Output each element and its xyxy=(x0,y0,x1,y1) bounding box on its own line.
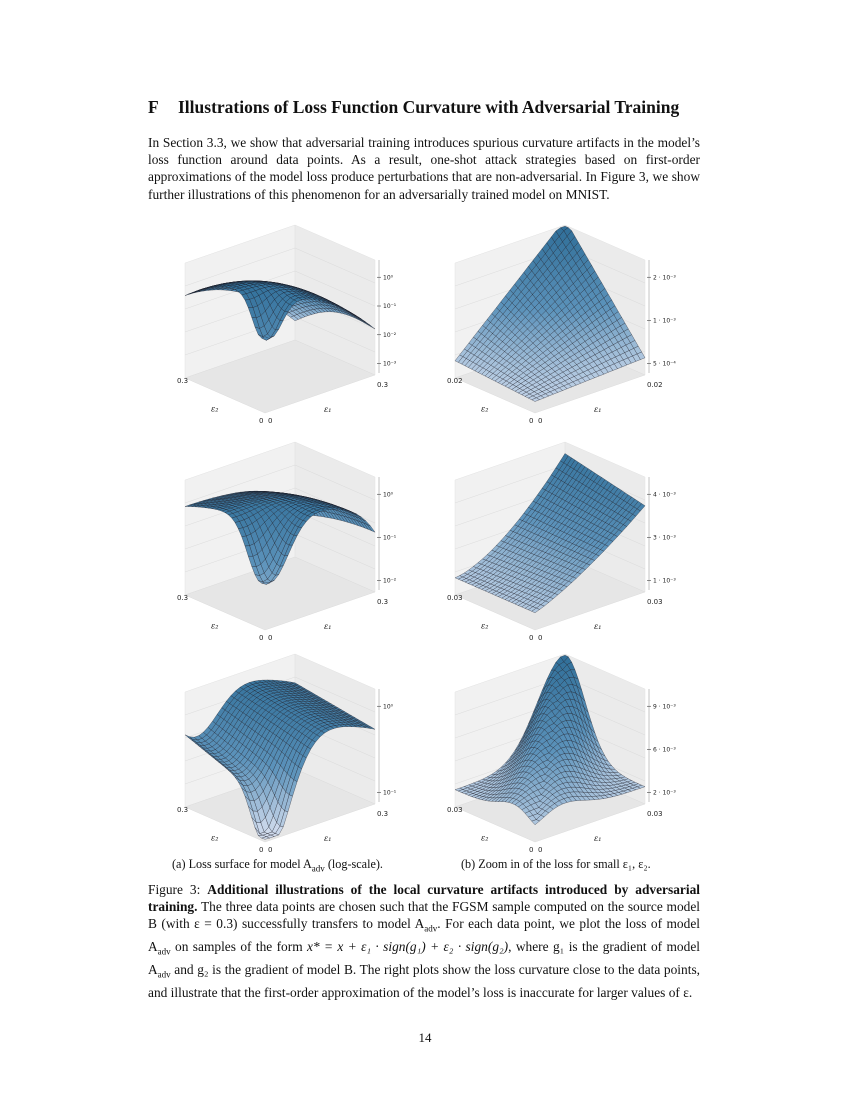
loss-surface-plot-1a xyxy=(170,238,410,428)
e2-zero-label: 0 xyxy=(259,846,264,854)
z-tick-label: 5 · 10⁻⁴ xyxy=(653,360,676,368)
z-tick-label: 4 · 10⁻³ xyxy=(653,491,676,499)
e1-axis-label: ε₁ xyxy=(324,405,332,414)
loss-zoom-plot-3b xyxy=(440,667,680,857)
z-tick-label: 2 · 10⁻³ xyxy=(653,274,676,282)
loss-surface-plot-2a xyxy=(170,455,410,645)
z-tick-label: 10⁻¹ xyxy=(383,303,397,310)
e2-zero-label: 0 xyxy=(529,846,534,854)
z-tick-label: 10⁰ xyxy=(383,703,394,711)
z-tick-label: 10⁻¹ xyxy=(383,789,397,797)
caption-formula: x* = x + ε₁ · sign(g₁) + ε₂ · sign(g₂) xyxy=(306,939,509,955)
loss-zoom-plot-2b xyxy=(440,455,680,645)
e1-max-label: 0.3 xyxy=(377,598,389,606)
e1-max-label: 0.02 xyxy=(647,381,663,389)
e1-max-label: 0.03 xyxy=(647,598,663,606)
intro-paragraph: In Section 3.3, we show that adversarial training introduces spurious curvature artifacts in the model’s loss function around data points. As a result, one-shot attack strategies based on first-order approximations of the model loss produce perturbations that are non-adversarial. In Figure 3, we show further illustrations of this phenomenon for an adversarially trained model on MNIST. xyxy=(148,135,700,202)
e1-zero-label: 0 xyxy=(268,417,273,425)
caption-label: Figure 3: xyxy=(148,882,201,897)
caption-bold: Additional illustrations of the local curvature artifacts introduced by adversarial training. xyxy=(148,882,700,915)
z-tick-label: 9 · 10⁻³ xyxy=(653,703,676,711)
e2-axis-label: ε₂ xyxy=(211,833,219,843)
section-number: F xyxy=(148,97,159,117)
subcaption-a: (a) Loss surface for model $A_{adv}$ (log-scale). xyxy=(172,857,383,874)
e1-max-label: 0.3 xyxy=(377,381,389,389)
e1-zero-label: 0 xyxy=(538,846,543,854)
z-tick-label: 10⁻² xyxy=(383,577,397,585)
z-tick-label: 3 · 10⁻³ xyxy=(653,534,676,542)
e2-zero-label: 0 xyxy=(259,634,264,642)
e2-axis-label: ε₂ xyxy=(481,621,489,631)
e1-zero-label: 0 xyxy=(268,846,273,854)
z-tick-label: 1 · 10⁻³ xyxy=(653,577,676,585)
e1-zero-label: 0 xyxy=(538,634,543,642)
e1-axis-label: ε₁ xyxy=(594,622,602,631)
e1-axis-label: ε₁ xyxy=(594,405,602,414)
e2-max-label: 0.3 xyxy=(177,594,189,602)
e2-axis-label: ε₂ xyxy=(481,404,489,414)
subcaption-b: (b) Zoom in of the loss for small ε₁, ε₂. xyxy=(461,857,651,871)
z-tick-label: 10⁰ xyxy=(383,491,394,499)
section-heading xyxy=(148,97,708,118)
section-title: Illustrations of Loss Function Curvature with Adversarial Training xyxy=(178,97,680,117)
e2-axis-label: ε₂ xyxy=(211,621,219,631)
e2-zero-label: 0 xyxy=(529,417,534,425)
e2-zero-label: 0 xyxy=(259,417,264,425)
z-tick-label: 10⁻¹ xyxy=(383,534,397,542)
z-tick-label: 2 · 10⁻³ xyxy=(653,789,676,797)
page-number: 14 xyxy=(418,1030,432,1045)
e1-axis-label: ε₁ xyxy=(324,622,332,631)
z-tick-label: 10⁻³ xyxy=(383,360,397,368)
e1-max-label: 0.3 xyxy=(377,810,389,818)
z-tick-label: 6 · 10⁻³ xyxy=(653,746,676,754)
e2-axis-label: ε₂ xyxy=(211,404,219,414)
e1-axis-label: ε₁ xyxy=(324,834,332,843)
e1-zero-label: 0 xyxy=(538,417,543,425)
e1-axis-label: ε₁ xyxy=(594,834,602,843)
e2-axis-label: ε₂ xyxy=(481,833,489,843)
z-tick-label: 10⁻² xyxy=(383,331,397,339)
loss-zoom-plot-1b xyxy=(440,238,680,428)
e2-zero-label: 0 xyxy=(529,634,534,642)
e1-zero-label: 0 xyxy=(268,634,273,642)
e2-max-label: 0.3 xyxy=(177,377,189,385)
figure-caption: Figure 3: Additional illustrations of the local curvature artifacts introduced by adversarial training. The three data points are chosen such that the FGSM sample computed on the source model B (with ε = 0.3) successfully transfers to model $A_{adv}$. For each data point, we plot the loss of model $A_{adv}$ on samples of the form x* = x + ε₁ · sign(g₁) + ε₂ · sign(g₂), where g₁ is the gradient of model $A_{adv}$ and g₂ is the gradient of model B. The right plots show the loss curvature close to the data points, and illustrate that the first-order approximation of the model’s loss is inaccurate for larger values of ε. xyxy=(148,882,700,1001)
e2-max-label: 0.03 xyxy=(447,806,463,814)
z-tick-label: 1 · 10⁻³ xyxy=(653,317,676,325)
e2-max-label: 0.03 xyxy=(447,594,463,602)
e2-max-label: 0.3 xyxy=(177,806,189,814)
e2-max-label: 0.02 xyxy=(447,377,463,385)
loss-surface-plot-3a xyxy=(170,667,410,857)
z-tick-label: 10⁰ xyxy=(383,274,394,282)
e1-max-label: 0.03 xyxy=(647,810,663,818)
